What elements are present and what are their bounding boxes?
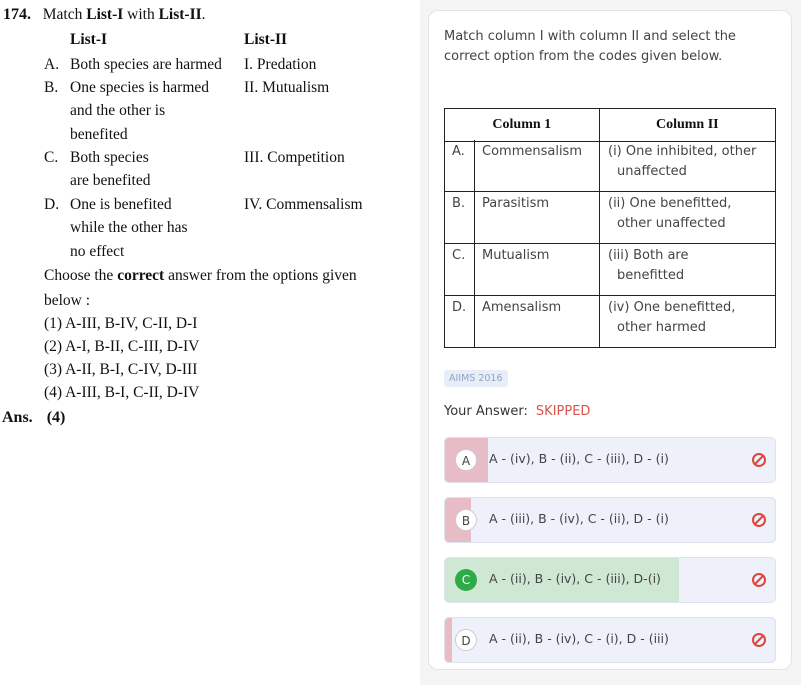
question-heading (3, 6, 206, 24)
item-letter: C. (44, 149, 59, 166)
row-term: Amensalism (482, 300, 562, 315)
match-table-row (444, 296, 776, 348)
cell-divider (599, 140, 600, 191)
question-with: with (123, 6, 159, 23)
answer-value: (4) (46, 409, 66, 426)
match-table-row (444, 244, 776, 296)
match-table-header (445, 109, 776, 142)
row-term: Parasitism (482, 196, 550, 211)
your-answer (444, 404, 590, 419)
item-match: I. Predation (244, 56, 317, 73)
option-text: A - (iv), B - (ii), C - (iii), D - (i) (489, 451, 669, 466)
item-match: III. Competition (244, 149, 345, 166)
question-prompt: Match column I with column II and select the correct option from the codes given below. (444, 29, 736, 64)
item-text: and the other is (70, 102, 166, 119)
cell-divider (474, 192, 475, 243)
row-desc: other unaffected (617, 216, 726, 231)
option-text: A - (ii), B - (iv), C - (iii), D-(i) (489, 571, 661, 586)
item-match: II. Mutualism (244, 79, 330, 96)
answer-option: (3) A-II, B-I, C-IV, D-III (44, 361, 198, 378)
no-entry-icon[interactable] (751, 512, 767, 528)
option-letter-badge: D (455, 629, 477, 651)
your-answer-label: Your Answer: (444, 404, 528, 419)
column1-header: Column 1 (445, 109, 600, 142)
item-match: IV. Commensalism (244, 196, 363, 213)
row-desc: (ii) One benefitted, (608, 196, 732, 211)
cell-divider (599, 244, 600, 295)
list2-ref: List-II (158, 6, 202, 23)
choose-post: answer from the options given (164, 267, 357, 284)
list2-header: List-II (244, 31, 288, 48)
question-number: 174. (3, 6, 31, 23)
item-text: One species is harmed (70, 79, 210, 96)
option-letter-badge: A (455, 449, 477, 471)
row-letter: B. (452, 196, 466, 211)
vote-share-bar (445, 618, 452, 662)
question-panel (420, 0, 801, 685)
row-letter: C. (452, 248, 466, 263)
row-letter: D. (452, 300, 467, 315)
match-table-row (444, 192, 776, 244)
row-desc: (iv) One benefitted, (608, 300, 736, 315)
row-letter: A. (452, 144, 465, 159)
option-card-d[interactable] (444, 617, 776, 663)
option-card-b[interactable] (444, 497, 776, 543)
list1-ref: List-I (86, 6, 124, 23)
answer-line (2, 409, 65, 427)
option-text: A - (iii), B - (iv), C - (ii), D - (i) (489, 511, 669, 526)
answer-option: (1) A-III, B-IV, C-II, D-I (44, 315, 198, 332)
no-entry-icon[interactable] (751, 572, 767, 588)
row-desc: benefitted (617, 268, 685, 283)
cell-divider (599, 296, 600, 347)
choose-instruction (44, 267, 357, 285)
question-prefix: Match (42, 6, 87, 23)
your-answer-status: SKIPPED (535, 404, 591, 419)
item-text: no effect (70, 243, 125, 260)
item-text: benefited (70, 126, 128, 143)
no-entry-icon[interactable] (751, 632, 767, 648)
cell-divider (474, 244, 475, 295)
item-text: while the other has (70, 219, 188, 236)
cell-divider (474, 140, 475, 191)
item-letter: B. (44, 79, 59, 96)
item-text: Both species (70, 149, 149, 166)
item-text: are benefited (70, 172, 151, 189)
cell-divider (474, 296, 475, 347)
option-letter-badge: C (455, 569, 477, 591)
source-tag: AIIMS 2016 (444, 370, 508, 387)
choose-instruction-line2: below : (44, 292, 91, 309)
answer-option: (4) A-III, B-I, C-II, D-IV (44, 384, 200, 401)
match-table (444, 108, 776, 142)
list1-header: List-I (70, 31, 108, 48)
row-term: Mutualism (482, 248, 550, 263)
option-letter-badge: B (455, 509, 477, 531)
answer-label: Ans. (2, 409, 33, 426)
question-suffix: . (201, 6, 206, 23)
row-desc: (iii) Both are (608, 248, 689, 263)
question-card (428, 10, 792, 670)
match-table-row (444, 140, 776, 192)
item-text: One is benefited (70, 196, 172, 213)
option-text: A - (ii), B - (iv), C - (i), D - (iii) (489, 631, 669, 646)
row-desc: (i) One inhibited, other (608, 144, 757, 159)
choose-bold: correct (117, 267, 165, 284)
row-desc: other harmed (617, 320, 707, 335)
row-term: Commensalism (482, 144, 582, 159)
item-text: Both species are harmed (70, 56, 222, 73)
item-letter: D. (44, 196, 60, 213)
answer-option: (2) A-I, B-II, C-III, D-IV (44, 338, 200, 355)
column2-header: Column II (599, 109, 775, 142)
cell-divider (599, 192, 600, 243)
option-card-a[interactable] (444, 437, 776, 483)
no-entry-icon[interactable] (751, 452, 767, 468)
choose-pre: Choose the (44, 267, 118, 284)
row-desc: unaffected (617, 164, 687, 179)
item-letter: A. (44, 56, 60, 73)
option-card-c[interactable] (444, 557, 776, 603)
